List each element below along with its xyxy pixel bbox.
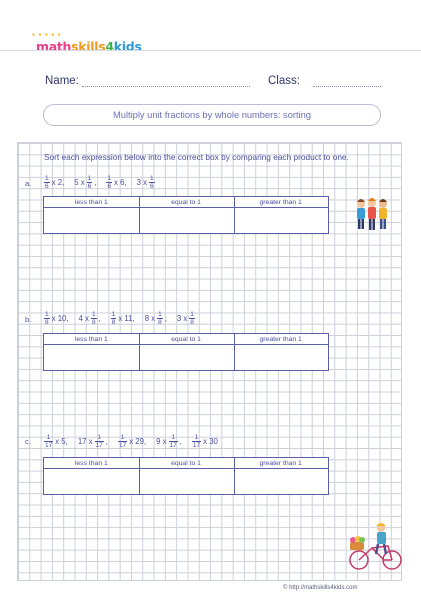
question-a-letter: a. (25, 179, 32, 188)
fraction-denominator: 6 (150, 183, 154, 190)
expression-suffix: , (164, 314, 167, 323)
greater-than-1-header: greater than 1 (259, 336, 302, 343)
unit-fraction (169, 434, 178, 449)
girl-on-bicycle-illustration (348, 522, 404, 572)
less-than-1-header: less than 1 (74, 460, 108, 467)
expression-suffix: x 10, (51, 314, 69, 323)
question-c-sort-table (43, 457, 329, 495)
children-illustration (352, 196, 392, 234)
equal-to-1-header: equal to 1 (171, 199, 201, 206)
worksheet-title: Multiply unit fractions by whole numbers: sorting (43, 104, 381, 126)
unit-fraction (106, 175, 112, 190)
fraction-denominator: 8 (158, 319, 162, 326)
logo-wordmark: mathskills4kids (36, 38, 142, 54)
expression (111, 311, 135, 326)
name-line[interactable] (82, 86, 250, 87)
expression-suffix: , (179, 437, 182, 446)
question-a-sort-table (43, 196, 329, 234)
expression (44, 175, 64, 190)
equal-to-1-header: equal to 1 (171, 460, 201, 467)
unit-fraction (87, 175, 93, 190)
expression (118, 434, 146, 449)
expression-suffix: x 11, (118, 314, 135, 323)
greater-than-1-header: greater than 1 (259, 199, 302, 206)
expression-prefix: 17 x (77, 437, 93, 446)
question-a-expressions (44, 175, 155, 190)
sort-table-header-row (44, 334, 328, 345)
instruction-text: Sort each expression below into the correct box by comparing each product to one. (44, 152, 349, 162)
expression (44, 434, 68, 449)
fraction-numerator: 1 (87, 175, 92, 182)
fraction-denominator: 8 (91, 319, 96, 326)
unit-fraction (44, 311, 50, 326)
unit-fraction (118, 434, 127, 449)
question-b-expressions (44, 311, 195, 326)
fraction-denominator: 8 (111, 319, 116, 326)
expression-suffix: x 5, (55, 437, 68, 446)
less-than-1-header: less than 1 (74, 336, 108, 343)
fraction-numerator: 1 (190, 311, 194, 318)
unit-fraction (44, 434, 53, 449)
header-divider (0, 50, 421, 51)
expression (44, 311, 69, 326)
fraction-denominator: 17 (192, 442, 201, 449)
unit-fraction (111, 311, 117, 326)
expression (156, 434, 182, 449)
fraction-numerator: 1 (91, 311, 96, 318)
mathskills4kids-logo (32, 32, 142, 54)
column-divider (139, 458, 140, 494)
fraction-denominator: 6 (107, 183, 112, 190)
expression-suffix: x 29, (129, 437, 147, 446)
expression (78, 434, 108, 449)
logo-dots: ● ● ● ● ● (32, 32, 62, 38)
fraction-numerator: 1 (120, 434, 125, 441)
unit-fraction (91, 311, 97, 326)
equal-to-1-header: equal to 1 (171, 336, 201, 343)
name-label: Name: (45, 75, 79, 87)
sort-table-header-row (44, 197, 328, 208)
column-divider (234, 197, 235, 233)
expression-prefix: 3 x (136, 178, 148, 187)
fraction-denominator: 6 (87, 183, 92, 190)
question-b-sort-table (43, 333, 329, 371)
expression-suffix: x 30 (203, 437, 218, 446)
column-divider (139, 334, 140, 370)
fraction-numerator: 1 (45, 175, 49, 182)
column-divider (234, 334, 235, 370)
expression (137, 175, 155, 190)
fraction-denominator: 8 (190, 319, 194, 326)
fraction-numerator: 1 (194, 434, 199, 441)
expression (192, 434, 218, 449)
less-than-1-header: less than 1 (74, 199, 108, 206)
class-line[interactable] (313, 86, 381, 87)
column-divider (139, 197, 140, 233)
sort-table-header-row (44, 458, 328, 469)
class-label: Class: (268, 75, 300, 87)
fraction-numerator: 1 (158, 311, 162, 318)
unit-fraction (44, 175, 50, 190)
unit-fraction (149, 175, 155, 190)
copyright-text: © http://mathskills4kids.com (283, 585, 358, 591)
greater-than-1-header: greater than 1 (259, 460, 302, 467)
fraction-denominator: 17 (45, 442, 53, 449)
question-c-expressions (44, 434, 218, 449)
fraction-denominator: 6 (45, 183, 49, 190)
unit-fraction (189, 311, 195, 326)
expression-prefix: 3 x (176, 314, 188, 323)
fraction-numerator: 1 (171, 434, 175, 441)
expression (106, 175, 126, 190)
expression-suffix: , (94, 178, 97, 187)
expression-prefix: 8 x (144, 314, 156, 323)
fraction-numerator: 1 (107, 175, 112, 182)
fraction-numerator: 1 (46, 434, 51, 441)
expression-suffix: x 2, (51, 178, 65, 187)
fraction-denominator: 17 (118, 442, 127, 449)
unit-fraction (95, 434, 104, 449)
fraction-numerator: 1 (150, 175, 154, 182)
unit-fraction (192, 434, 201, 449)
fraction-denominator: 8 (45, 319, 49, 326)
fraction-denominator: 17 (169, 442, 177, 449)
column-divider (234, 458, 235, 494)
unit-fraction (157, 311, 163, 326)
expression (79, 311, 101, 326)
expression-prefix: 9 x (156, 437, 167, 446)
expression-prefix: 4 x (78, 314, 89, 323)
fraction-numerator: 1 (45, 311, 49, 318)
expression (145, 311, 167, 326)
fraction-denominator: 17 (95, 442, 103, 449)
expression-suffix: , (98, 314, 101, 323)
expression-prefix: 5 x (74, 178, 85, 187)
expression-suffix: x 6, (114, 178, 127, 187)
question-c-letter: c. (25, 437, 31, 446)
expression (74, 175, 96, 190)
question-b-letter: b. (25, 315, 32, 324)
expression (177, 311, 195, 326)
expression-suffix: , (105, 437, 108, 446)
fraction-numerator: 1 (97, 434, 101, 441)
fraction-numerator: 1 (111, 311, 116, 318)
